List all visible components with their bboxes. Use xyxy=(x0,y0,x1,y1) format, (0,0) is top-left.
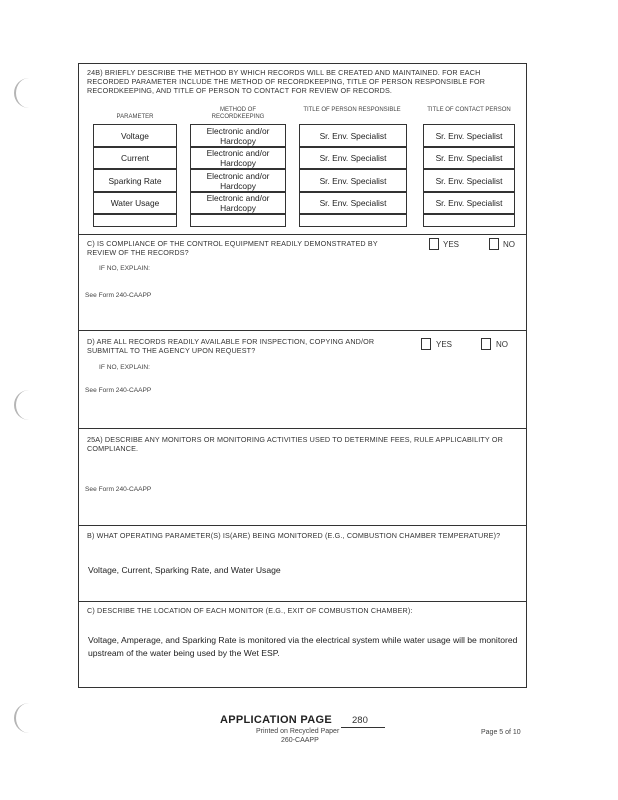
cell-method: Electronic and/or Hardcopy xyxy=(190,169,286,192)
question-25b: B) WHAT OPERATING PARAMETER(S) IS(ARE) BEING MONITORED (E.G., COMBUSTION CHAMBER TEMPERATURE)? xyxy=(87,531,501,540)
question-24d: D) ARE ALL RECORDS READILY AVAILABLE FOR INSPECTION, COPYING AND/OR SUBMITTAL TO THE AGENCY UPON REQUEST? xyxy=(87,337,375,355)
cell-parameter: Current xyxy=(93,147,177,169)
cell-method: Electronic and/or Hardcopy xyxy=(190,124,286,147)
cell-contact xyxy=(423,214,515,227)
yes-checkbox[interactable] xyxy=(429,238,439,250)
form-frame xyxy=(78,63,527,688)
section-24d xyxy=(79,331,526,429)
binder-hole-mark xyxy=(14,703,34,733)
section-25a xyxy=(79,429,526,526)
cell-parameter xyxy=(93,214,177,227)
cell-contact: Sr. Env. Specialist xyxy=(423,192,515,214)
application-page-title: APPLICATION PAGE xyxy=(220,714,332,726)
question-24b: 24B) BRIEFLY DESCRIBE THE METHOD BY WHICH RECORDS WILL BE CREATED AND MAINTAINED. FOR EACH RECORDED PARAMETER INCLUDE THE METHOD OF RECORDKEEPING, TITLE OF PERSON RESPONSIBLE FOR RECORDKEEPING, AND TITLE OF PERSON TO CONTACT FOR REVIEW OF RECORDS. xyxy=(87,68,486,95)
cell-responsible: Sr. Env. Specialist xyxy=(299,124,407,147)
cell-responsible xyxy=(299,214,407,227)
no-checkbox[interactable] xyxy=(481,338,491,350)
binder-hole-mark xyxy=(14,390,34,420)
cell-responsible: Sr. Env. Specialist xyxy=(299,192,407,214)
cell-contact: Sr. Env. Specialist xyxy=(423,124,515,147)
answer-25c: Voltage, Amperage, and Sparking Rate is monitored via the electrical system while water usage will be monitored upstream of the water being used by the Wet ESP. xyxy=(88,635,518,658)
yes-label: YES xyxy=(443,240,460,249)
answer-25a: See Form 240-CAAPP xyxy=(85,486,152,493)
page-of-count: Page 5 of 10 xyxy=(481,729,521,736)
section-24b xyxy=(79,64,526,235)
section-24c xyxy=(79,235,526,331)
cell-responsible: Sr. Env. Specialist xyxy=(299,169,407,192)
cell-parameter: Voltage xyxy=(93,124,177,147)
explain-label: IF NO, EXPLAIN: xyxy=(99,364,150,371)
no-checkbox[interactable] xyxy=(489,238,499,250)
cell-responsible: Sr. Env. Specialist xyxy=(299,147,407,169)
yes-checkbox[interactable] xyxy=(421,338,431,350)
binder-hole-mark xyxy=(14,78,34,108)
header-contact: TITLE OF CONTACT PERSON xyxy=(427,107,511,113)
cell-contact: Sr. Env. Specialist xyxy=(423,169,515,192)
header-responsible: TITLE OF PERSON RESPONSIBLE xyxy=(303,107,401,113)
question-25c: C) DESCRIBE THE LOCATION OF EACH MONITOR (E.G., EXIT OF COMBUSTION CHAMBER): xyxy=(87,606,413,615)
answer-24c: See Form 240-CAAPP xyxy=(85,292,152,299)
section-25b xyxy=(79,526,526,602)
cell-method xyxy=(190,214,286,227)
answer-25b: Voltage, Current, Sparking Rate, and Water Usage xyxy=(88,565,281,575)
cell-contact: Sr. Env. Specialist xyxy=(423,147,515,169)
page-number-underline xyxy=(341,727,385,728)
explain-label: IF NO, EXPLAIN: xyxy=(99,265,150,272)
cell-method: Electronic and/or Hardcopy xyxy=(190,147,286,169)
cell-method: Electronic and/or Hardcopy xyxy=(190,192,286,214)
question-24c: C) IS COMPLIANCE OF THE CONTROL EQUIPMENT READILY DEMONSTRATED BY REVIEW OF THE RECORDS? xyxy=(87,239,378,257)
answer-24d: See Form 240-CAAPP xyxy=(85,387,152,394)
printed-on-recycled: Printed on Recycled Paper xyxy=(256,728,340,735)
header-parameter: PARAMETER xyxy=(116,114,154,120)
yes-label: YES xyxy=(436,340,453,349)
cell-parameter: Sparking Rate xyxy=(93,169,177,192)
cell-parameter: Water Usage xyxy=(93,192,177,214)
form-number: 260-CAAPP xyxy=(281,737,319,744)
application-page-number: 280 xyxy=(352,715,368,726)
section-25c xyxy=(79,602,526,687)
header-method: METHOD OF RECORDKEEPING xyxy=(211,107,265,120)
question-25a: 25A) DESCRIBE ANY MONITORS OR MONITORING ACTIVITIES USED TO DETERMINE FEES, RULE APPLICABILITY OR COMPLIANCE. xyxy=(87,435,503,453)
no-label: NO xyxy=(496,340,508,349)
no-label: NO xyxy=(503,240,515,249)
